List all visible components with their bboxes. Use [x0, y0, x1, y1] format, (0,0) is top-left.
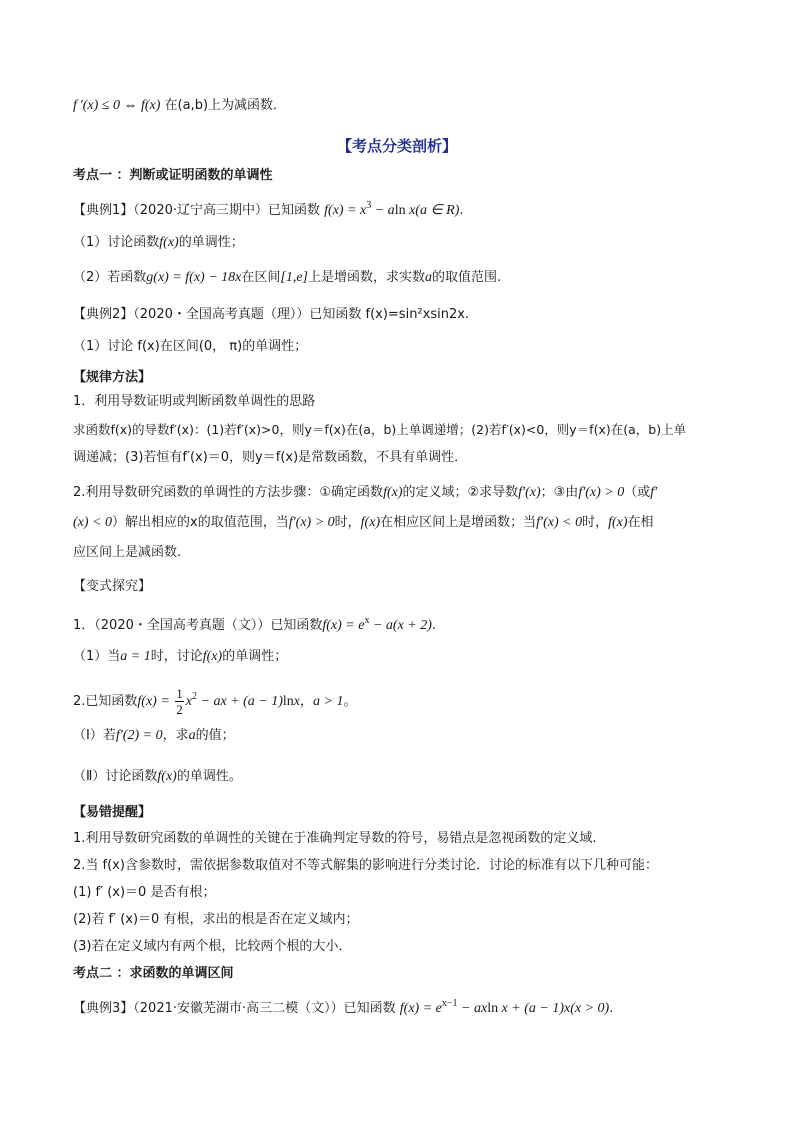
text: 在区间 [241, 270, 281, 285]
text: 在(a,b) [164, 98, 209, 113]
formula: f′(x) > 0 [288, 515, 335, 530]
kaodian-heading [73, 964, 234, 984]
example-label: 【典例3】 [73, 1001, 134, 1016]
text: 时， [582, 515, 609, 530]
variant-line [73, 767, 242, 787]
kaodian-title: 判断或证明函数的单调性 [129, 168, 273, 183]
text: （Ⅱ）讨论函数 [73, 769, 158, 784]
text: 在相应区间上是增函数；当 [380, 515, 537, 530]
variant-label: 【变式探究】 [73, 579, 152, 594]
text: 的取值范围. [432, 270, 502, 285]
formula: f ′(x) ≤ 0 ⇔ f(x) [73, 98, 161, 113]
kaodian-label: 考点一 ： [73, 168, 130, 183]
text: （或 [624, 485, 651, 500]
method-line: 求函数f(x)的导数f′(x)：(1)若f′(x)>0，则y＝f(x)在(a，b)上单调递增；(2)若f′(x)<0，则y＝f(x)在(a，b)上单 [73, 422, 687, 437]
text: ， [300, 694, 314, 709]
text: （1）当 [73, 649, 121, 664]
method-line [73, 483, 657, 503]
text: 。 [343, 694, 357, 709]
text: 时， [334, 515, 361, 530]
formula: a > 1 [313, 694, 344, 709]
formula: a [425, 270, 433, 285]
text: ；③由 [540, 485, 579, 500]
example-text: （2020・全国高考真题（理））已知函数 f(x)=sin²xsin2x. [133, 307, 470, 322]
formula: [1,e] [280, 270, 308, 285]
question-line [73, 268, 501, 288]
tip-line: (3)若在定义域内有两个根，比较两个根的大小． [73, 939, 352, 954]
text: ，求 [162, 728, 189, 743]
method-line: (x) < 0）解出相应的x的取值范围，当f′(x) > 0时，f(x)在相应区间上是增函数；当f′(x) < 0时，f(x)在相 [73, 515, 654, 530]
variant-line: 1．（2020・全国高考真题（文））已知函数$f(x) = e^x - a(x + 2)$. [73, 615, 437, 633]
method-line: 应区间上是减函数. [73, 545, 182, 560]
variant-line [73, 726, 235, 746]
formula: f(x) [157, 769, 177, 784]
method-line: 调递减；(3)若恒有f′(x)＝0，则y＝f(x)是常数函数，不具有单调性． [73, 450, 468, 465]
question-line: （1）讨论 f(x)在区间(0， π)的单调性； [73, 339, 308, 354]
formula: $f(x) = e^x - a(x + 2)$ [322, 615, 432, 633]
example-line [73, 305, 469, 325]
formula: f′ [650, 485, 658, 500]
formula: $f(x) = x^3 - aln$ x(a ∈ R) [324, 200, 460, 218]
text: （2）若函数 [73, 270, 147, 285]
formula: f′(x) [518, 485, 541, 500]
method-line: 1．利用导数证明或判断函数单调性的思路 [73, 394, 316, 409]
formula: f′(x) > 0 [578, 485, 625, 500]
text: 的单调性。 [176, 769, 242, 784]
text: 时，讨论 [150, 649, 203, 664]
method-label: 【规律方法】 [73, 370, 152, 385]
formula: f′(2) = 0 [115, 728, 163, 743]
text: 2.利用导数研究函数的单调性的方法步骤：①确定函数 [73, 485, 384, 500]
formula: f(x) [608, 515, 628, 530]
text: （1）讨论函数 [73, 235, 160, 250]
text: 的定义域；②求导数 [402, 485, 519, 500]
text: 1．（2020・全国高考真题（文））已知函数 [73, 618, 323, 633]
tip-line: 2.当 f(x)含参数时，需依据参数取值对不等式解集的影响进行分类讨论．讨论的标准有以下几种可能： [73, 858, 658, 873]
text: 2.已知函数 [73, 694, 138, 709]
text: 上为减函数． [208, 98, 287, 113]
example-source: （2020·辽宁高三期中）已知函数 [133, 203, 320, 218]
example-label: 【典例2】 [73, 307, 134, 322]
formula: f(x) [360, 515, 381, 530]
fraction: $\frac{1}{2}$ [176, 686, 183, 718]
example-line [73, 994, 613, 1019]
kaodian-title: 求函数的单调区间 [129, 966, 234, 981]
text: 的值； [195, 728, 235, 743]
example-label: 【典例1】 [73, 203, 134, 218]
text: . [609, 1001, 614, 1016]
formula: f(x) [383, 485, 403, 500]
formula: $f(x) = e^{x-1} - axln$ x + (a − 1)x(x > 0) [399, 998, 610, 1016]
formula: f(x) = $\frac{1}{2}$ $x^2$ − ax + (a − 1)lnx [137, 686, 300, 718]
text: 在相 [627, 515, 654, 530]
text: 的单调性； [178, 235, 244, 250]
formula: a [188, 728, 196, 743]
example-line: 【典例1】（2020·辽宁高三期中）已知函数 $f(x) = x^3 - aln$ x(a ∈ R). [73, 200, 464, 218]
formula: a = 1 [120, 649, 151, 664]
formula: f(x) [202, 649, 223, 664]
section-title: 【考点分类剖析】 [336, 137, 457, 155]
kaodian-heading [73, 166, 273, 186]
text: 上是增函数，求实数 [308, 270, 426, 285]
text-line [73, 96, 286, 116]
formula: g(x) = f(x) − 18x [146, 270, 242, 285]
example-source: （2021·安徽芜湖市·高三二模（文））已知函数 [133, 1001, 396, 1016]
tip-line: 1.利用导数研究函数的单调性的关键在于准确判定导数的符号，易错点是忽视函数的定义域. [73, 831, 597, 846]
formula: f(x) [159, 235, 179, 250]
formula: (x) < 0 [73, 515, 112, 530]
text: 解出相应的x的取值范围，当 [125, 515, 289, 530]
kaodian-label: 考点二 ： [73, 966, 130, 981]
tip-line: (1) f′ (x)＝0 是否有根； [73, 885, 216, 900]
tips-label: 【易错提醒】 [73, 805, 152, 820]
question-line [73, 233, 244, 253]
text: 的单调性； [222, 649, 288, 664]
text: （Ⅰ）若 [73, 728, 116, 743]
variant-line [73, 647, 287, 667]
tip-line: (2)若 f′ (x)＝0 有根，求出的根是否在定义域内； [73, 912, 359, 927]
variant-line [73, 681, 356, 718]
formula: f′(x) < 0 [536, 515, 583, 530]
